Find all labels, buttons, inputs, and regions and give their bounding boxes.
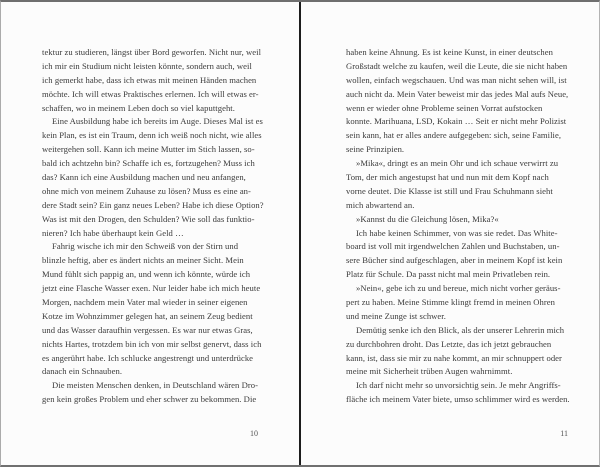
text-line: Morgen, nachdem mein Vater mal wieder in seiner eigenen bbox=[42, 297, 248, 308]
text-line: mich abwartend an. bbox=[346, 199, 415, 210]
text-line: wenn er wieder ohne Probleme seinen Vorrat aufstocken bbox=[346, 102, 543, 113]
text-line: haben keine Ahnung. Es ist keine Kunst, in einer deutschen bbox=[346, 47, 553, 57]
text-line: wollen, einfach wegschauen. Und was man nicht sehen will, ist bbox=[346, 74, 567, 85]
right-page-text bbox=[346, 46, 568, 407]
text-line: Ich darf nicht mehr so unvorsichtig sein. Je mehr Angriffs- bbox=[356, 380, 561, 391]
text-line: zu durchbohren droht. Das Letzte, das ich jetzt gebrauchen bbox=[346, 338, 552, 349]
text-line: Eine Ausbildung habe ich bereits im Auge. Dieses Mal ist es bbox=[52, 116, 263, 127]
text-line: kann, ist, dass sie mir zu nahe kommt, an mir schnuppert oder bbox=[346, 352, 562, 363]
text-line: sere Bücher sind aufgeschlagen, aber in meinem Kopf ist kein bbox=[346, 255, 563, 266]
page-gutter-line bbox=[299, 2, 301, 465]
text-line: Was ist mit den Drogen, den Schulden? Wie soll das funktio- bbox=[42, 213, 255, 224]
text-line: »Mika«, dringt es an mein Ohr und ich schaue verwirrt zu bbox=[356, 158, 559, 169]
text-line: gen kein großes Problem und eher schwer zu bekommen. Die bbox=[42, 394, 257, 405]
text-line: sein kann, hat er alles andere aufgegeben: sich, seine Familie, bbox=[346, 130, 562, 141]
text-line: meine mit Sicherheit trüben Augen wahrnimmt. bbox=[346, 366, 513, 377]
text-line: »Kannst du die Gleichung lösen, Mika?« bbox=[356, 213, 499, 224]
text-line: Demütig senke ich den Blick, als der unserer Lehrerin mich bbox=[356, 324, 565, 335]
text-line: Die meisten Menschen denken, in Deutschland wären Dro- bbox=[52, 380, 259, 391]
text-line: pert zu haben. Meine Stimme klingt fremd in meinen Ohren bbox=[346, 297, 555, 308]
text-line: fläche ich meinem Vater biete, umso schlimmer wird es werden. bbox=[346, 394, 570, 405]
text-line: blinzle heftig, aber es ändert nichts an meiner Sicht. Mein bbox=[42, 255, 244, 266]
text-line: kein Plan, es ist ein Traum, denn ich weiß noch nicht, wie alles bbox=[42, 130, 262, 141]
text-line: tektur zu studieren, längst über Bord geworfen. Nicht nur, weil bbox=[42, 47, 262, 57]
text-line: vorne deutet. Die Klasse ist still und Frau Schuhmann sieht bbox=[346, 185, 553, 196]
text-line: Fahrig wische ich mir den Schweiß von der Stirn und bbox=[52, 241, 239, 252]
text-line: ich mir ein Studium nicht leisten könnte, sondern auch, weil bbox=[42, 60, 252, 71]
text-line: und das Wasser daraufhin vergessen. Es war nur etwas Gras, bbox=[42, 324, 253, 335]
text-line: ich gemerkt habe, dass ich etwas mit meinen Händen machen bbox=[42, 74, 257, 85]
text-line: »Nein«, gebe ich zu und bereue, mich nicht vorher geräus- bbox=[356, 283, 561, 294]
text-line: Mund fühlt sich pappig an, und wenn ich könnte, würde ich bbox=[42, 269, 251, 280]
text-line: seine Prinzipien. bbox=[346, 144, 405, 155]
text-line: Kotze im Wohnzimmer gelegen hat, an seinem Zeug bedient bbox=[42, 310, 253, 321]
text-line: auch nicht da. Mein Vater beweist mir das jedes Mal aufs Neue, bbox=[346, 88, 569, 99]
text-line: weitergehen soll. Kann ich meine Mutter im Stich lassen, so- bbox=[42, 144, 255, 155]
text-line: ohne mich von meinem Zuhause zu lösen? Muss es eine an- bbox=[42, 185, 251, 196]
text-line: dere Stadt sein? Ein ganz neues Leben? Habe ich diese Option? bbox=[42, 199, 264, 210]
right-page-number: 11 bbox=[560, 429, 568, 438]
text-line: nieren? Ich habe überhaupt kein Geld … bbox=[42, 227, 184, 238]
text-line: bald ich achtzehn bin? Schaffe ich es, fortzugehen? Muss ich bbox=[42, 158, 255, 169]
text-line: möchte. Ich will etwas Praktisches erlernen. Ich will etwas er- bbox=[42, 88, 259, 99]
text-line: es angerührt habe. Ich schlucke angestrengt und unterdrücke bbox=[42, 352, 254, 363]
text-line: das? Kann ich eine Ausbildung machen und neu anfangen, bbox=[42, 172, 246, 183]
text-line: nichts Hartes, trotzdem bin ich von mir selbst genervt, dass ich bbox=[42, 338, 262, 349]
text-line: Großstadt welche zu kaufen, weil die Leute, die sie nicht haben bbox=[346, 60, 568, 71]
text-line: danach ein Schnauben. bbox=[42, 366, 123, 377]
text-line: jetzt eine Flasche Wasser exen. Nur leider habe ich mich heute bbox=[42, 283, 261, 294]
text-line: schaffen, wo in meinem Leben doch so viel kaputtgeht. bbox=[42, 102, 235, 113]
text-line: Ich habe keinen Schimmer, von was sie redet. Das White- bbox=[356, 227, 558, 238]
text-line: konnte. Marihuana, LSD, Kokain … Seit er nicht mehr Polizist bbox=[346, 116, 567, 127]
text-line: board ist voll mit irgendwelchen Zahlen und Buchstaben, un- bbox=[346, 241, 560, 252]
text-line: Platz für Schule. Da passt nicht mal mein Privatleben rein. bbox=[346, 269, 551, 280]
text-line: Tom, der mich angestupst hat und nun mit dem Kopf nach bbox=[346, 172, 549, 183]
text-line: und meine Zunge ist schwer. bbox=[346, 310, 446, 321]
left-page-text bbox=[42, 46, 265, 407]
left-page-number: 10 bbox=[250, 429, 258, 438]
